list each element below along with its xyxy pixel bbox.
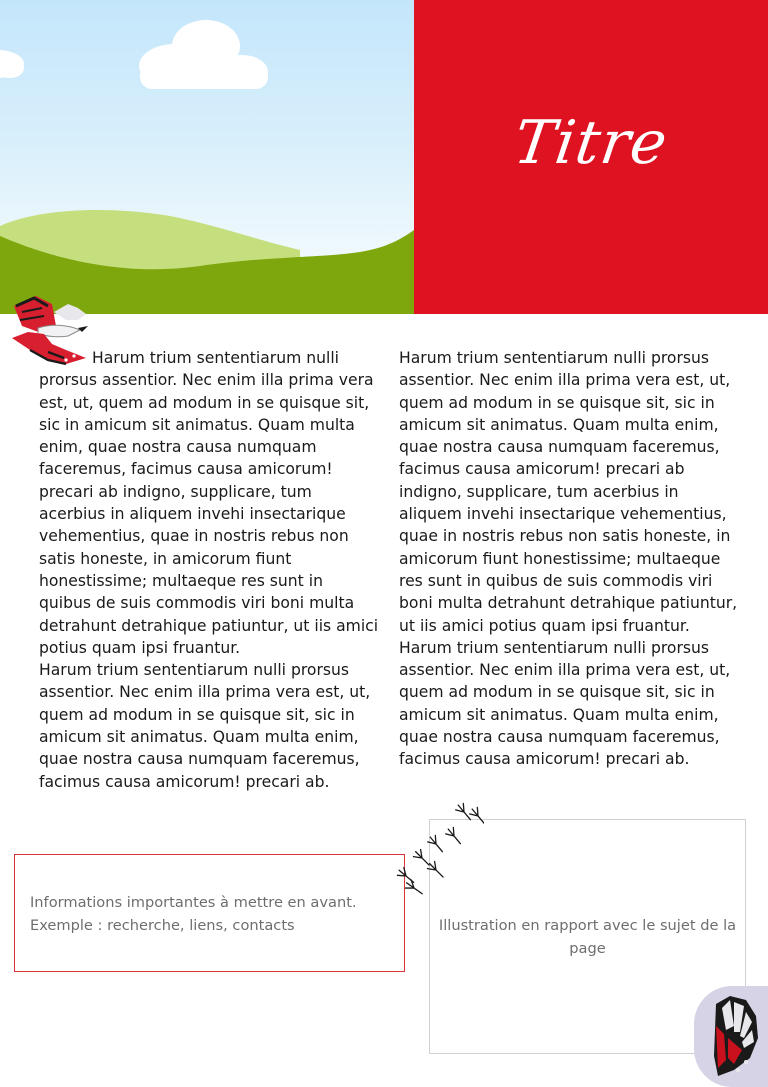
paragraph: Harum trium sententiarum nulli prorsus assentior. Nec enim illa prima vera est, ut, quem ad modum in se quisque sit, sic in amicum sit animatus. Quam multa enim, quae nostra causa numquam faceremus, facimus causa amicorum! precari ab indigno, supplicare, tum acerbius in aliquem invehi insectarique vehementius, quae in nostris rebus non satis honeste, in amicorum fiunt honestissime; multaeque res sunt in quibus de suis commodis viri boni multa detrahunt detrahique patiuntur, ut iis amici potius quam ipsi fruantur.: [399, 349, 738, 635]
text-column-right: [399, 347, 739, 771]
highlight-line: Informations importantes à mettre en avant.: [30, 894, 357, 911]
text-column-left: [39, 347, 379, 793]
paragraph: [39, 347, 379, 659]
butterfly-wing-icon: [694, 986, 768, 1087]
hero-landscape-illustration: [0, 0, 414, 314]
highlight-box: [14, 854, 405, 972]
title-panel: [414, 0, 768, 314]
wing-badge: [694, 986, 768, 1087]
page-title: Titre: [509, 108, 673, 178]
landscape-icon: [0, 0, 414, 314]
highlight-text: [30, 891, 395, 937]
paragraph: Harum trium sententiarum nulli prorsus assentior. Nec enim illa prima vera est, ut, quem ad modum in se quisque sit, sic in amicum sit animatus. Quam multa enim, quae nostra causa numquam faceremus, facimus causa amicorum! precari ab.: [39, 661, 371, 791]
illustration-caption: Illustration en rapport avec le sujet de la page: [438, 917, 737, 957]
highlight-line: Exemple : recherche, liens, contacts: [30, 917, 295, 934]
bird-tracks-icon: [392, 798, 484, 898]
paragraph-text: Harum trium sententiarum nulli prorsus assentior. Nec enim illa prima vera est, ut, quem ad modum in se quisque sit, sic in amicum sit animatus. Quam multa enim, quae nostra causa numquam faceremus, facimus causa amicorum! precari ab indigno, supplicare, tum acerbius in aliquem invehi insectarique vehementius, quae in nostris rebus non satis honeste, in amicorum fiunt honestissime; multaeque res sunt in quibus de suis commodis viri boni multa detrahunt detrahique patiuntur, ut iis amici potius quam ipsi fruantur.: [39, 349, 379, 657]
paragraph: Harum trium sententiarum nulli prorsus assentior. Nec enim illa prima vera est, ut, quem ad modum in se quisque sit, sic in amicum sit animatus. Quam multa enim, quae nostra causa numquam faceremus, facimus causa amicorum! precari ab.: [399, 638, 731, 769]
